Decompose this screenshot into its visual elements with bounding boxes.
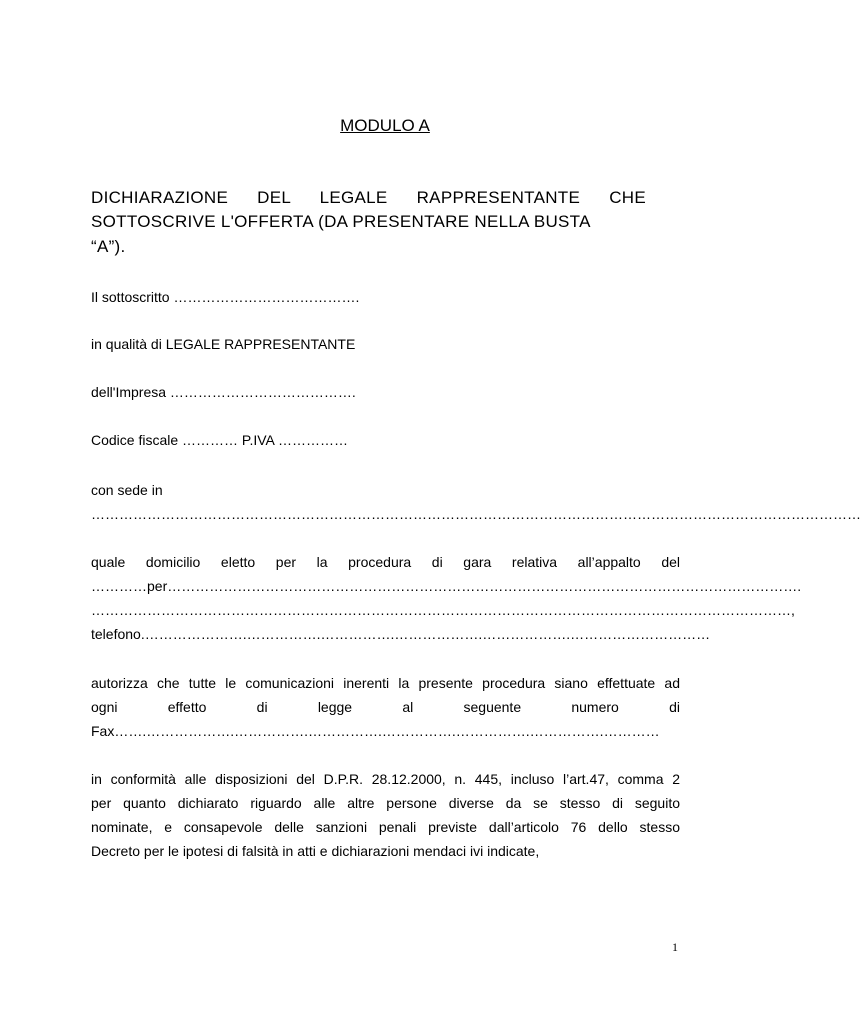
sede-label: con sede in [91, 482, 163, 498]
heading-line-1: DICHIARAZIONE DEL LEGALE RAPPRESENTANTE CHE [91, 188, 646, 207]
codice-fiscale-field: Codice fiscale ………… P.IVA …………… [91, 432, 348, 448]
telefono-field: telefono.………………….…………….…………….……………….……………….………………………… [91, 626, 711, 642]
document-title: MODULO A [340, 116, 430, 135]
sottoscritto-field: Il sottoscritto …………………………………. [91, 289, 360, 305]
conformita-line-4: Decreto per le ipotesi di falsità in atti e dichiarazioni mendaci ivi indicate, [91, 843, 540, 859]
page-number: 1 [672, 940, 678, 954]
domicilio-line-3: ……………………………………………………………………………………………………………………………………, [91, 602, 795, 618]
autorizza-line-1: autorizza che tutte le comunicazioni inerenti la presente procedura siano effettuate ad [91, 675, 680, 691]
impresa-field: dell'Impresa …………………………………. [91, 384, 356, 400]
autorizza-line-2: ogni effetto di legge al seguente numero di [91, 699, 680, 715]
heading-line-2: SOTTOSCRIVE L'OFFERTA (DA PRESENTARE NELLA BUSTA [91, 212, 591, 231]
domicilio-line-1: quale domicilio eletto per la procedura di gara relativa all’appalto del [91, 554, 680, 570]
conformita-line-3: nominate, e consapevole delle sanzioni penali previste dall’articolo 76 dello stesso [91, 819, 680, 835]
fax-field: Fax…….……………….…………….…………….…………….…………….…………….………… [91, 723, 660, 739]
heading-line-3: “A”). [91, 237, 126, 256]
conformita-line-1: in conformità alle disposizioni del D.P.R. 28.12.2000, n. 445, incluso l’art.47, comma 2 [91, 771, 680, 787]
qualita-line: in qualità di LEGALE RAPPRESENTANTE [91, 336, 356, 352]
sede-field: ………………………………………………………………………………………………………………………………………………… [91, 506, 861, 522]
domicilio-line-2: …………per………………………………………………………………………………………………………………………. [91, 578, 802, 594]
conformita-line-2: per quanto dichiarato riguardo alle altre persone diverse da se stesso di seguito [91, 795, 680, 811]
